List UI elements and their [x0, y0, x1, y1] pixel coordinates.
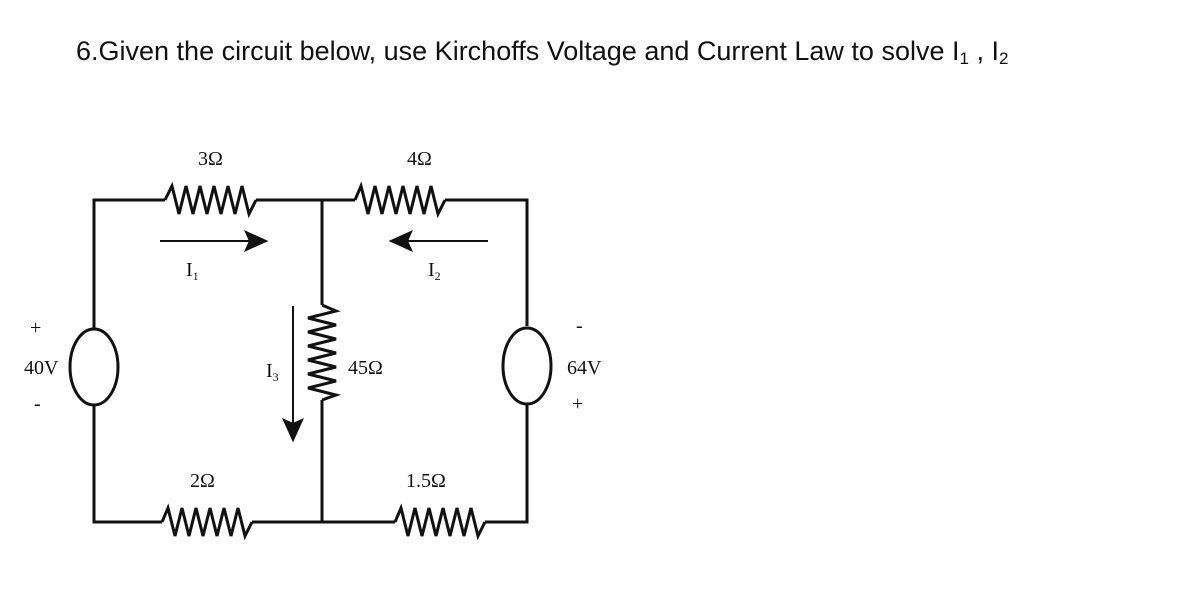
resistor-label-bottom-left: 2Ω	[190, 470, 215, 492]
wire-top-left	[94, 200, 165, 330]
question-sub-1: 1	[959, 49, 969, 68]
question-mid: , I	[968, 36, 999, 66]
resistor-label-bottom-right: 1.5Ω	[406, 470, 446, 492]
question-sub-2: 2	[998, 49, 1009, 68]
i1-letter: I	[186, 259, 193, 281]
source-left-minus-sign: -	[34, 393, 41, 415]
source-64v-symbol	[503, 328, 551, 404]
wire-bottom-right	[485, 405, 527, 522]
i1-arrow-head	[246, 232, 266, 250]
wire-bottom-left	[94, 405, 162, 522]
resistor-2ohm-symbol	[162, 508, 252, 536]
i2-subscript: 2	[434, 269, 441, 283]
i2-letter: I	[428, 259, 435, 281]
source-left-plus-sign: +	[30, 317, 42, 339]
resistor-label-top-left: 3Ω	[198, 148, 223, 170]
source-right-plus-sign: +	[572, 393, 584, 415]
resistor-1-5ohm-symbol	[395, 508, 485, 536]
question-main: 6.Given the circuit below, use Kirchoffs Voltage and Current Law to solve I	[76, 36, 960, 66]
i3-letter: I	[266, 360, 273, 382]
resistor-label-top-right: 4Ω	[407, 148, 432, 170]
i3-arrow-head	[284, 420, 302, 440]
wire-top-right	[445, 200, 527, 326]
source-right-value: 64V	[567, 357, 602, 379]
current-label-i3	[266, 360, 279, 384]
i2-arrow-head	[391, 232, 411, 250]
source-left-value: 40V	[24, 357, 59, 379]
source-40v-symbol	[70, 329, 118, 405]
i3-subscript: 3	[272, 370, 279, 384]
current-label-i2	[428, 259, 441, 283]
resistor-3ohm-symbol	[165, 186, 256, 214]
current-label-i1	[186, 259, 199, 283]
resistor-45ohm-symbol	[308, 305, 336, 400]
i1-subscript: 1	[192, 269, 199, 283]
resistor-4ohm-symbol	[355, 186, 445, 214]
source-right-minus-sign: -	[576, 315, 583, 337]
resistor-label-middle: 45Ω	[348, 357, 383, 379]
